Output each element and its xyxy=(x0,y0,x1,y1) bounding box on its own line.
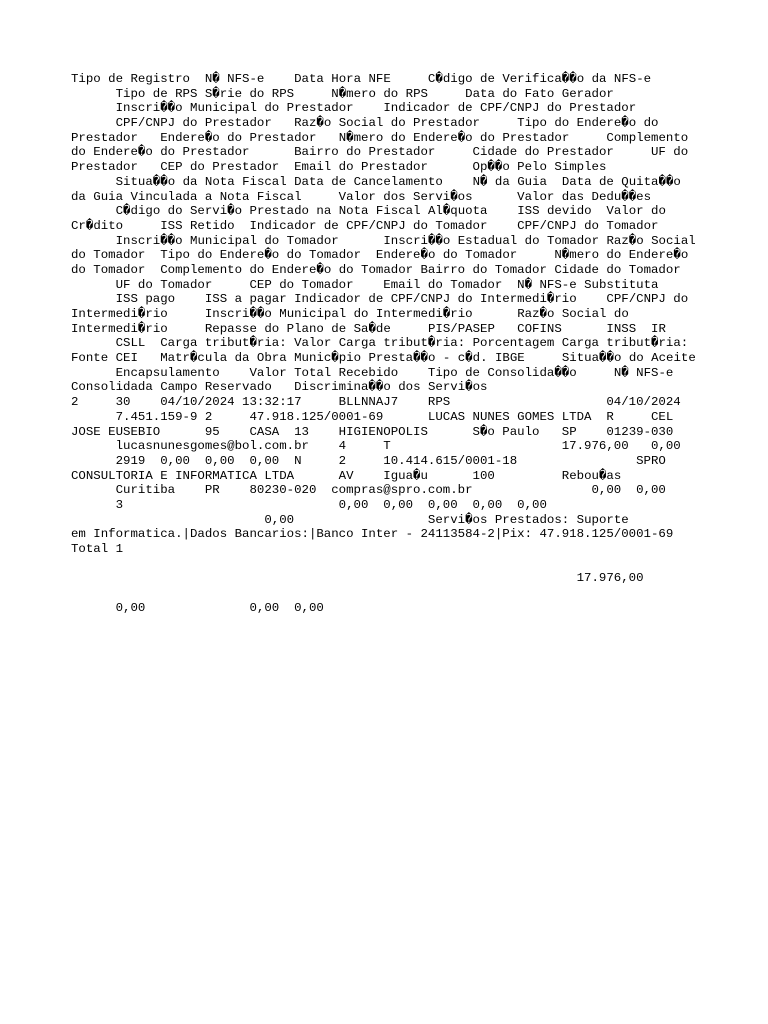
document-line: lucasnunesgomes@bol.com.br 4 T 17.976,00 0,00 xyxy=(71,439,681,454)
document-line: Inscri��o Municipal do Tomador Inscri��o Estadual do Tomador Raz�o Social xyxy=(71,233,696,248)
document-line: Total 1 xyxy=(71,542,124,556)
document-line: Prestador CEP do Prestador Email do Prestador Op��o Pelo Simples xyxy=(71,160,607,175)
document-line: Fonte CEI Matr�cula da Obra Munic�pio Presta��o - c�d. IBGE Situa��o do Aceite xyxy=(71,351,696,366)
document-line: Prestador Endere�o do Prestador N�mero do Endere�o do Prestador Complemento xyxy=(71,130,689,145)
document-line: CSLL Carga tribut�ria: Valor Carga tribut�ria: Porcentagem Carga tribut�ria: xyxy=(71,336,689,351)
document-line: JOSE EUSEBIO 95 CASA 13 HIGIENOPOLIS S�o Paulo SP 01239-030 xyxy=(71,424,674,439)
document-line: C�digo do Servi�o Prestado na Nota Fiscal Al�quota ISS devido Valor do xyxy=(71,204,666,219)
document-line: Situa��o da Nota Fiscal Data de Cancelamento N� da Guia Data de Quita��o xyxy=(71,174,681,189)
document-line: Encapsulamento Valor Total Recebido Tipo de Consolida��o N� NFS-e xyxy=(71,365,674,380)
document-line: do Endere�o do Prestador Bairro do Prestador Cidade do Prestador UF do xyxy=(71,145,689,160)
document-line: da Guia Vinculada a Nota Fiscal Valor dos Servi�os Valor das Dedu��es xyxy=(71,189,652,204)
document-line: CONSULTORIA E INFORMATICA LTDA AV Igua�u 100 Rebou�as xyxy=(71,468,622,483)
document-text xyxy=(71,72,696,615)
document-line: 2919 0,00 0,00 0,00 N 2 10.414.615/0001-18 SPRO xyxy=(71,453,666,468)
document-line xyxy=(71,586,696,601)
document-line: UF do Tomador CEP do Tomador Email do Tomador N� NFS-e Substituta xyxy=(71,277,659,292)
document-line: 0,00 Servi�os Prestados: Suporte xyxy=(71,512,629,527)
document-line: Curitiba PR 80230-020 compras@spro.com.br 0,00 0,00 xyxy=(71,483,666,498)
document-line: Cr�dito ISS Retido Indicador de CPF/CNPJ do Tomador CPF/CNPJ do Tomador xyxy=(71,218,659,233)
document-line: do Tomador Tipo do Endere�o do Tomador Endere�o do Tomador N�mero do Endere�o xyxy=(71,248,689,263)
document-line: 17.976,00 xyxy=(71,571,644,586)
document-line: Tipo de RPS S�rie do RPS N�mero do RPS Data do Fato Gerador xyxy=(71,86,614,101)
document-line: Tipo de Registro N� NFS-e Data Hora NFE C�digo de Verifica��o da NFS-e xyxy=(71,72,652,86)
document-line: Intermedi�rio Repasse do Plano de Sa�de PIS/PASEP COFINS INSS IR xyxy=(71,321,666,336)
document-line: 2 30 04/10/2024 13:32:17 BLLNNAJ7 RPS 04/10/2024 xyxy=(71,395,681,410)
document-line: Inscri��o Municipal do Prestador Indicador de CPF/CNPJ do Prestador xyxy=(71,101,637,116)
document-line: ISS pago ISS a pagar Indicador de CPF/CNPJ do Intermedi�rio CPF/CNPJ do xyxy=(71,292,689,307)
document-line: 3 0,00 0,00 0,00 0,00 0,00 xyxy=(71,497,547,512)
document-line: do Tomador Complemento do Endere�o do Tomador Bairro do Tomador Cidade do Tomador xyxy=(71,262,681,277)
document-line: 0,00 0,00 0,00 xyxy=(71,600,324,615)
document-line: CPF/CNPJ do Prestador Raz�o Social do Prestador Tipo do Endere�o do xyxy=(71,116,659,131)
document-line xyxy=(71,557,696,572)
document-line: Consolidada Campo Reservado Discrimina��o dos Servi�os xyxy=(71,380,488,395)
document-line: em Informatica.|Dados Bancarios:|Banco Inter - 24113584-2|Pix: 47.918.125/0001-69 xyxy=(71,527,674,542)
document-line: Intermedi�rio Inscri��o Municipal do Intermedi�rio Raz�o Social do xyxy=(71,307,629,321)
document-line: 7.451.159-9 2 47.918.125/0001-69 LUCAS NUNES GOMES LTDA R CEL xyxy=(71,409,674,424)
